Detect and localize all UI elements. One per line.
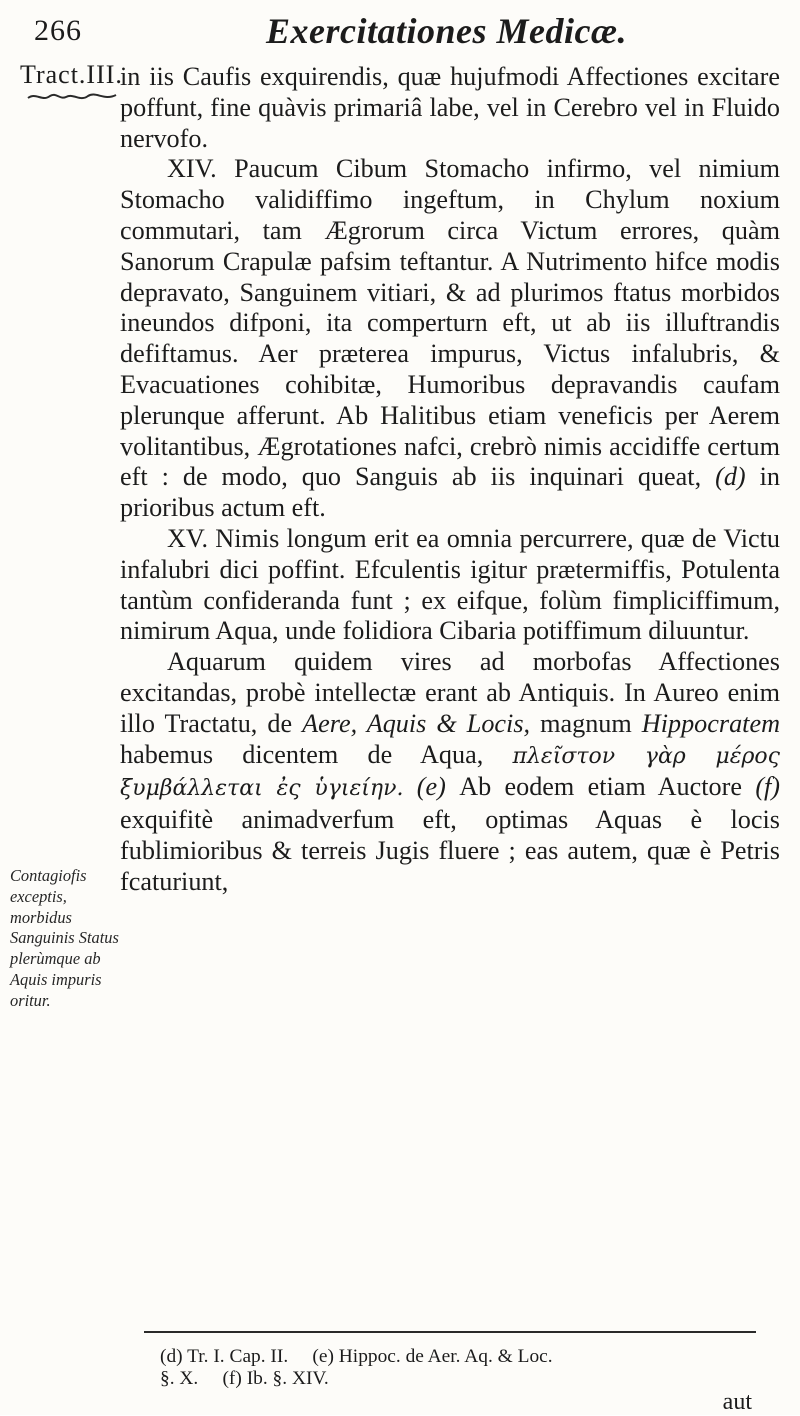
greek-quotation: πλεῖστον γὰρ μέρος ξυμβάλλεται ἐς ὑγιείην.: [120, 743, 780, 802]
footnote-ref-d: (d): [715, 462, 746, 492]
paragraph-xiv: XIV. Paucum Cibum Stomacho infirmo, vel nimium Stomacho validiffimo ingeftum, in Chylum noxium commutari, tam Ægrorum circa Victum errores, quàm Sanorum Crapulæ pafsim teftantur. A Nutrimento hifce modis depravato, Sanguinem vitiari, & ad plurimos ftatus morbidos ineundos difponi, ita comperturn eft, ut ab iis illuftrandis defiftamus. Aer præterea impurus, Victus infalubris, & Evacuationes cohibitæ, Humoribus depravandis caufam plerunque afferunt. Ab Halitibus etiam veneficis per Aerem volitantibus, Ægrotationes nafci, crebrò nimis accidiffe certum eft : de modo, quo Sanguis ab iis inquinari queat, (d) in prioribus actum eft.: [120, 154, 781, 523]
main-text-column: [120, 62, 780, 898]
paragraph-aquarum: Aquarum quidem vires ad morbofas Affectiones excitandas, probè intellectæ erant ab Antiquis. In Aureo enim illo Tractatu, de Aere, Aquis & Locis, magnum Hippocratem habemus dicentem de Aqua, πλεῖστον γὰρ μέρος ξυμβάλλεται ἐς ὑγιείην. (e) Ab eodem etiam Auctore (f) exquifitè animadverfum eft, optimas Aquas è locis fublimioribus & terreis Jugis fluere ; eas autem, quæ è Petris fcaturiunt,: [120, 647, 781, 896]
footnote-line: (d) Tr. I. Cap. II. (e) Hippoc. de Aer. Aq. & Loc.: [160, 1346, 553, 1367]
marginal-note: Contagiofis exceptis, morbidus Sanguinis Status plerùmque ab Aquis impuris oritur.: [10, 866, 119, 1010]
tract-label: Tract.III.: [20, 60, 123, 89]
treatise-title: Aere, Aquis & Locis,: [302, 708, 531, 738]
footnote-rule: [144, 1331, 756, 1333]
paragraph-continuation: in iis Caufis exquirendis, quæ hujufmodi Affectiones excitare poffunt, fine quàvis primariâ labe, vel in Cerebro vel in Fluido nervofo.: [120, 62, 780, 153]
paragraph-xv: XV. Nimis longum erit ea omnia percurrere, quæ de Victu infalubri dici poffint. Efculentis igitur prætermiffis, Potulenta tantùm confideranda funt ; ex eifque, folùm fimpliciffimum, nimirum Aqua, unde folidiora Cibaria potiffimum diluuntur.: [120, 523, 780, 646]
running-head: [34, 8, 774, 68]
footnote-line: §. X. (f) Ib. §. XIV.: [160, 1368, 329, 1389]
author-name: Hippocratem: [641, 708, 780, 738]
running-title: Exercitationes Medicæ.: [266, 11, 627, 51]
footnote-ref-e: (e): [416, 772, 446, 802]
catchword: aut: [722, 1389, 752, 1415]
footnotes: [160, 1346, 770, 1390]
flourish-ornament-icon: [26, 90, 118, 104]
page-number: 266: [34, 14, 82, 47]
footnote-ref-f: (f): [755, 772, 781, 802]
